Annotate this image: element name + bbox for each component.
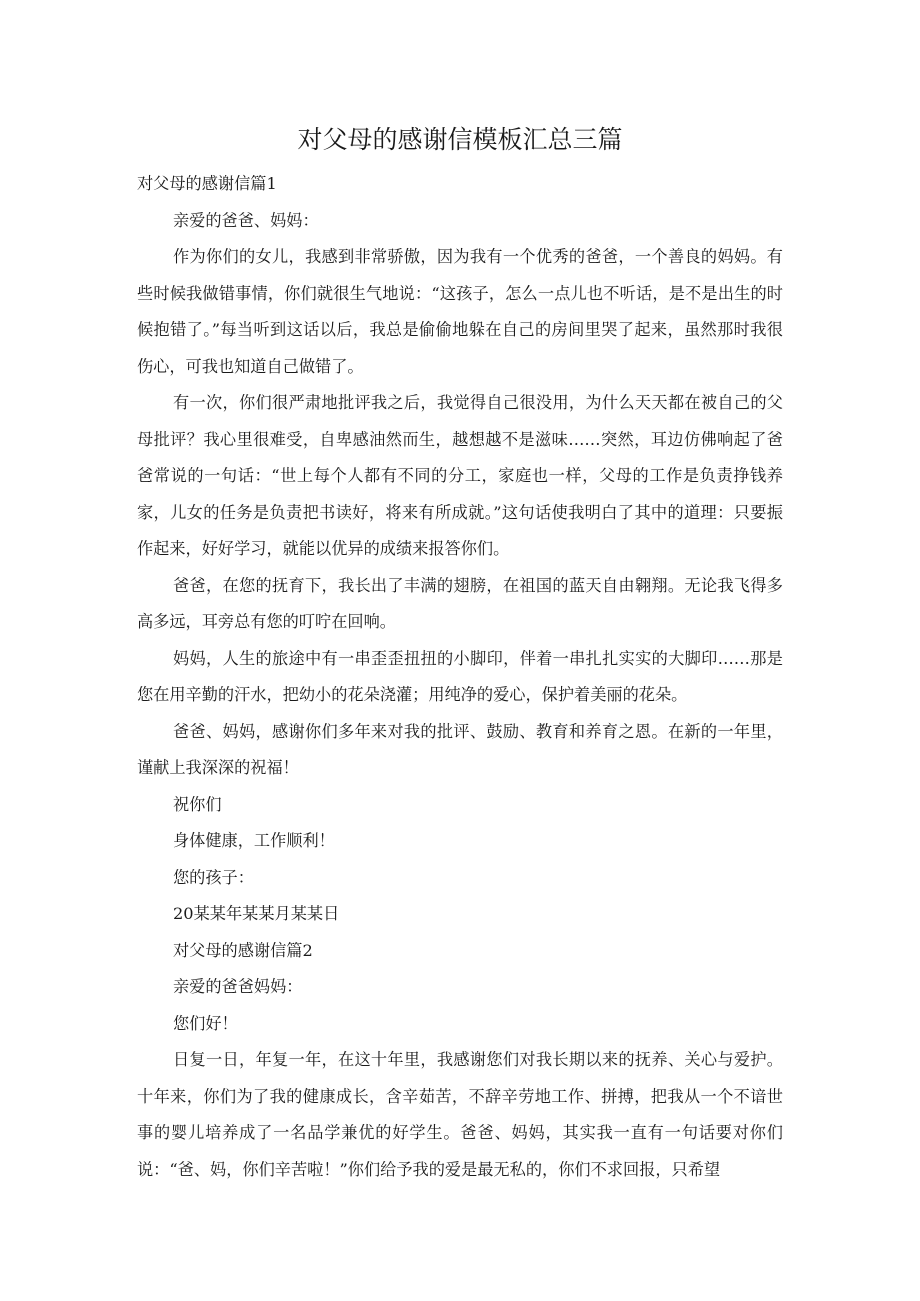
paragraph: 日复一日，年复一年，在这十年里，我感谢您们对我长期以来的抚养、关心与爱护。十年来，你们为了我的健康成长，含辛茹苦，不辞辛劳地工作、拼搏，把我从一个不谙世事的婴儿培养成了一名品学兼优的好学生。爸爸、妈妈，其实我一直有一句话要对你们说：“爸、妈，你们辛苦啦！”你们给予我的爱是最无私的，你们不求回报，只希望 (137, 1050, 783, 1179)
paragraph: 爸爸、妈妈，感谢你们多年来对我的批评、鼓励、教育和养育之恩。在新的一年里，谨献上我深深的祝福！ (137, 721, 783, 777)
paragraph: 妈妈，人生的旅途中有一串歪歪扭扭的小脚印，伴着一串扎扎实实的大脚印……那是您在用辛勤的汗水，把幼小的花朵浇灌；用纯净的爱心，保护着美丽的花朵。 (137, 648, 783, 704)
signature: 您的孩子： (173, 867, 254, 887)
paragraph: 作为你们的女儿，我感到非常骄傲，因为我有一个优秀的爸爸，一个善良的妈妈。有些时候我做错事情，你们就很生气地说：“这孩子，怎么一点儿也不听话，是不是出生的时候抱错了。”每当听到这话以后，我总是偷偷地躲在自己的房间里哭了起来，虽然那时我很伤心，可我也知道自己做错了。 (137, 247, 783, 376)
salutation: 亲爱的爸爸妈妈： (173, 977, 303, 996)
closing-wish: 祝你们 (173, 794, 222, 814)
section-heading-2: 对父母的感谢信篇2 (173, 940, 313, 960)
salutation: 亲爱的爸爸、妈妈： (173, 210, 319, 230)
document-title: 对父母的感谢信模板汇总三篇 (297, 125, 623, 154)
section-heading-1: 对父母的感谢信篇1 (137, 174, 277, 193)
document-body (137, 166, 783, 1188)
paragraph: 有一次，你们很严肃地批评我之后，我觉得自己很没用，为什么天天都在被自己的父母批评？我心里很难受，自卑感油然而生，越想越不是滋味……突然，耳边仿佛响起了爸爸常说的一句话：“世上每个人都有不同的分工，家庭也一样，父母的工作是负责挣钱养家，儿女的任务是负责把书读好，将来有所成就。”这句话使我明白了其中的道理：只要振作起来，好好学习，就能以优异的成绩来报答你们。 (137, 393, 783, 558)
paragraph: 爸爸，在您的抚育下，我长出了丰满的翅膀，在祖国的蓝天自由翱翔。无论我飞得多高多远，耳旁总有您的叮咛在回响。 (137, 575, 783, 631)
date: 20某某年某某月某某日 (173, 904, 340, 923)
closing-wish-content: 身体健康，工作顺利！ (173, 831, 335, 850)
greeting: 您们好！ (173, 1013, 238, 1033)
